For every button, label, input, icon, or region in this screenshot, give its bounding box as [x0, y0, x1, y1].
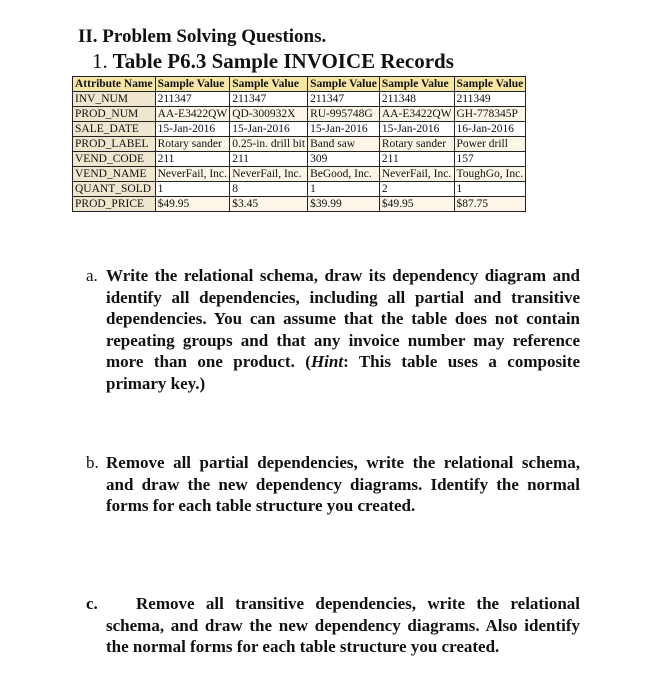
value-cell: 157 [454, 152, 526, 167]
attribute-cell: QUANT_SOLD [73, 182, 156, 197]
value-cell: 211 [230, 152, 308, 167]
value-cell: 211347 [308, 92, 380, 107]
value-cell: $49.95 [155, 197, 230, 212]
table-row [73, 107, 526, 122]
attribute-cell: VEND_CODE [73, 152, 156, 167]
value-cell: 15-Jan-2016 [308, 122, 380, 137]
value-cell: 211349 [454, 92, 526, 107]
value-cell: 15-Jan-2016 [230, 122, 308, 137]
value-cell: BeGood, Inc. [308, 167, 380, 182]
value-cell: $87.75 [454, 197, 526, 212]
value-cell: 15-Jan-2016 [379, 122, 454, 137]
header-sample-value: Sample Value [379, 77, 454, 92]
value-cell: $49.95 [379, 197, 454, 212]
value-cell: 211 [379, 152, 454, 167]
question-b [86, 452, 580, 517]
value-cell: 0.25-in. drill bit [230, 137, 308, 152]
table-row [73, 137, 526, 152]
table-header-row [73, 77, 526, 92]
question-a-hint-label: Hint [310, 352, 344, 371]
question-a-marker: a. [86, 266, 98, 285]
table-title-text: Table P6.3 Sample INVOICE Records [112, 49, 454, 73]
value-cell: 1 [155, 182, 230, 197]
attribute-cell: PROD_NUM [73, 107, 156, 122]
value-cell: Band saw [308, 137, 380, 152]
question-a-hint-text: : This table uses a composite primary key.) [106, 352, 580, 393]
question-c-text: Remove all transitive dependencies, write the relational schema, and draw the new dependency diagrams. Also identify the normal forms for each table structure you created. [106, 594, 580, 656]
value-cell: 211 [155, 152, 230, 167]
value-cell: AA-E3422QW [155, 107, 230, 122]
header-sample-value: Sample Value [454, 77, 526, 92]
value-cell: NeverFail, Inc. [155, 167, 230, 182]
value-cell: AA-E3422QW [379, 107, 454, 122]
header-sample-value: Sample Value [230, 77, 308, 92]
value-cell: 8 [230, 182, 308, 197]
header-sample-value: Sample Value [155, 77, 230, 92]
question-a [86, 265, 580, 394]
question-c-marker: c. [86, 594, 98, 613]
value-cell: 309 [308, 152, 380, 167]
table-row [73, 197, 526, 212]
value-cell: $3.45 [230, 197, 308, 212]
table-row [73, 92, 526, 107]
value-cell: Power drill [454, 137, 526, 152]
value-cell: 1 [308, 182, 380, 197]
table-title-number: 1. [92, 49, 108, 73]
value-cell: 211347 [155, 92, 230, 107]
value-cell: 2 [379, 182, 454, 197]
attribute-cell: VEND_NAME [73, 167, 156, 182]
value-cell: 15-Jan-2016 [155, 122, 230, 137]
value-cell: NeverFail, Inc. [230, 167, 308, 182]
value-cell: Rotary sander [155, 137, 230, 152]
question-b-marker: b. [86, 453, 99, 472]
section-heading: II. Problem Solving Questions. [78, 26, 327, 47]
question-a-text: Write the relational schema, draw its dependency diagram and identify all dependencies, including all partial and transitive dependencies. You can assume that the table does not contain repeating groups and that any invoice number may reference more than one product. ( [106, 266, 580, 371]
value-cell: GH-778345P [454, 107, 526, 122]
value-cell: 1 [454, 182, 526, 197]
invoice-records-table [72, 76, 526, 212]
value-cell: QD-300932X [230, 107, 308, 122]
value-cell: RU-995748G [308, 107, 380, 122]
value-cell: Rotary sander [379, 137, 454, 152]
value-cell: $39.99 [308, 197, 380, 212]
header-attribute-name: Attribute Name [73, 77, 156, 92]
header-sample-value: Sample Value [308, 77, 380, 92]
table-row [73, 182, 526, 197]
table-title [92, 49, 454, 74]
value-cell: 211348 [379, 92, 454, 107]
value-cell: NeverFail, Inc. [379, 167, 454, 182]
attribute-cell: PROD_LABEL [73, 137, 156, 152]
question-b-text: Remove all partial dependencies, write the relational schema, and draw the new dependency diagrams. Identify the normal forms for each table structure you created. [106, 453, 580, 515]
table-row [73, 122, 526, 137]
value-cell: 16-Jan-2016 [454, 122, 526, 137]
attribute-cell: PROD_PRICE [73, 197, 156, 212]
attribute-cell: SALE_DATE [73, 122, 156, 137]
question-c [86, 593, 580, 658]
attribute-cell: INV_NUM [73, 92, 156, 107]
table-row [73, 167, 526, 182]
value-cell: ToughGo, Inc. [454, 167, 526, 182]
value-cell: 211347 [230, 92, 308, 107]
table-row [73, 152, 526, 167]
